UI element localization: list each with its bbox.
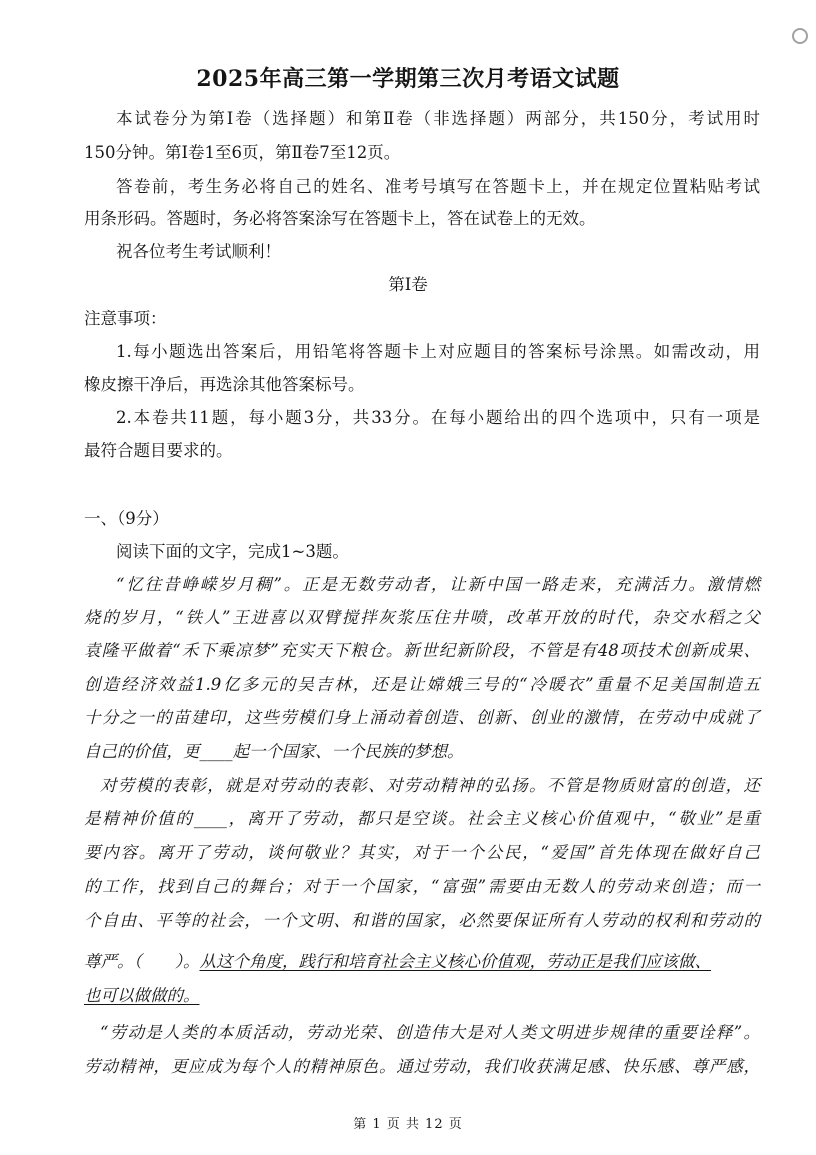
passage-p2-line-2: 是精神价值的____，离开了劳动，都只是空谈。社会主义核心价值观中，“敬业”是重 xyxy=(84,809,760,828)
question-group-heading: 一、（9分） xyxy=(84,509,169,528)
passage-p2-line-4: 的工作，找到自己的舞台；对于一个国家，“富强”需要由无数人的劳动来创造；而一 xyxy=(84,877,760,896)
notice-item-2-line-2: 最符合题目要求的。 xyxy=(84,441,233,460)
passage-p2-line-5: 个自由、平等的社会，一个文明、和谐的国家，必然要保证所有人劳动的权利和劳动的 xyxy=(84,911,760,930)
page-number-footer: 第 1 页 共 12 页 xyxy=(353,1117,463,1132)
passage-p1-line-1: “忆往昔峥嵘岁月稠”。正是无数劳动者，让新中国一路走来，充满活力。激情燃 xyxy=(116,575,760,594)
passage-p1-line-5: 十分之一的苗建印，这些劳模们身上涌动着创造、创新、创业的激情，在劳动中成就了 xyxy=(84,708,760,727)
passage-p1-line-6: 自己的价值，更____起一个国家、一个民族的梦想。 xyxy=(84,742,464,761)
passage-p3-line-2: 劳动精神，更应成为每个人的精神原色。通过劳动，我们收获满足感、快乐感、尊严感， xyxy=(84,1057,760,1076)
section-title: 第Ⅰ卷 xyxy=(388,275,428,294)
underlined-sentence-end: 也可以做做的。 xyxy=(84,986,200,1005)
notice-item-1-line-1: 1.每小题选出答案后，用铅笔将答题卡上对应题目的答案标号涂黑。如需改动，用 xyxy=(116,342,760,361)
passage-p3-line-1: “劳动是人类的本质活动，劳动光荣、创造伟大是对人类文明进步规律的重要诠释”。 xyxy=(100,1023,760,1042)
exam-title: 2025年高三第一学期第三次月考语文试题 xyxy=(196,66,620,92)
blank-sentence: 尊严。（ ）。 xyxy=(84,952,200,971)
intro-line-1: 本试卷分为第Ⅰ卷（选择题）和第Ⅱ卷（非选择题）两部分，共150分，考试用时 xyxy=(116,109,760,128)
underlined-sentence: 从这个角度，践行和培育社会主义核心价值观，劳动正是我们应该做、 xyxy=(199,952,711,971)
notice-item-1-line-2: 橡皮擦干净后，再选涂其他答案标号。 xyxy=(84,375,365,394)
passage-p2-line-6 xyxy=(84,951,760,973)
notice-label: 注意事项： xyxy=(84,309,167,328)
intro-line-3: 答卷前，考生务必将自己的姓名、准考号填写在答题卡上，并在规定位置粘贴考试 xyxy=(116,177,760,196)
intro-line-4: 用条形码。答题时，务必将答案涂写在答题卡上，答在试卷上的无效。 xyxy=(84,209,596,228)
passage-p2-line-7 xyxy=(84,985,760,1007)
passage-p2-line-3: 要内容。离开了劳动，谈何敬业？其实，对于一个公民，“爱国”首先体现在做好自己 xyxy=(84,843,760,862)
passage-p2-line-1: 对劳模的表彰，就是对劳动的表彰、对劳动精神的弘扬。不管是物质财富的创造，还 xyxy=(100,776,760,795)
passage-p1-line-4: 创造经济效益1.9亿多元的吴吉林，还是让嫦娥三号的“冷暖衣”重量不足美国制造五 xyxy=(84,675,760,694)
scan-mark-icon xyxy=(792,28,808,44)
intro-line-2: 150分钟。第Ⅰ卷1至6页，第Ⅱ卷7至12页。 xyxy=(84,143,401,162)
passage-p1-line-3: 袁隆平做着“禾下乘凉梦”充实天下粮仓。新世纪新阶段，不管是有48项技术创新成果、 xyxy=(84,641,760,660)
reading-instruction: 阅读下面的文字，完成1~3题。 xyxy=(116,542,349,561)
intro-line-5: 祝各位考生考试顺利！ xyxy=(116,242,281,261)
passage-p1-line-2: 烧的岁月，“铁人”王进喜以双臂搅拌灰浆压住井喷，改革开放的时代，杂交水稻之父 xyxy=(84,608,760,627)
notice-item-2-line-1: 2.本卷共11题，每小题3分，共33分。在每小题给出的四个选项中，只有一项是 xyxy=(116,408,760,427)
